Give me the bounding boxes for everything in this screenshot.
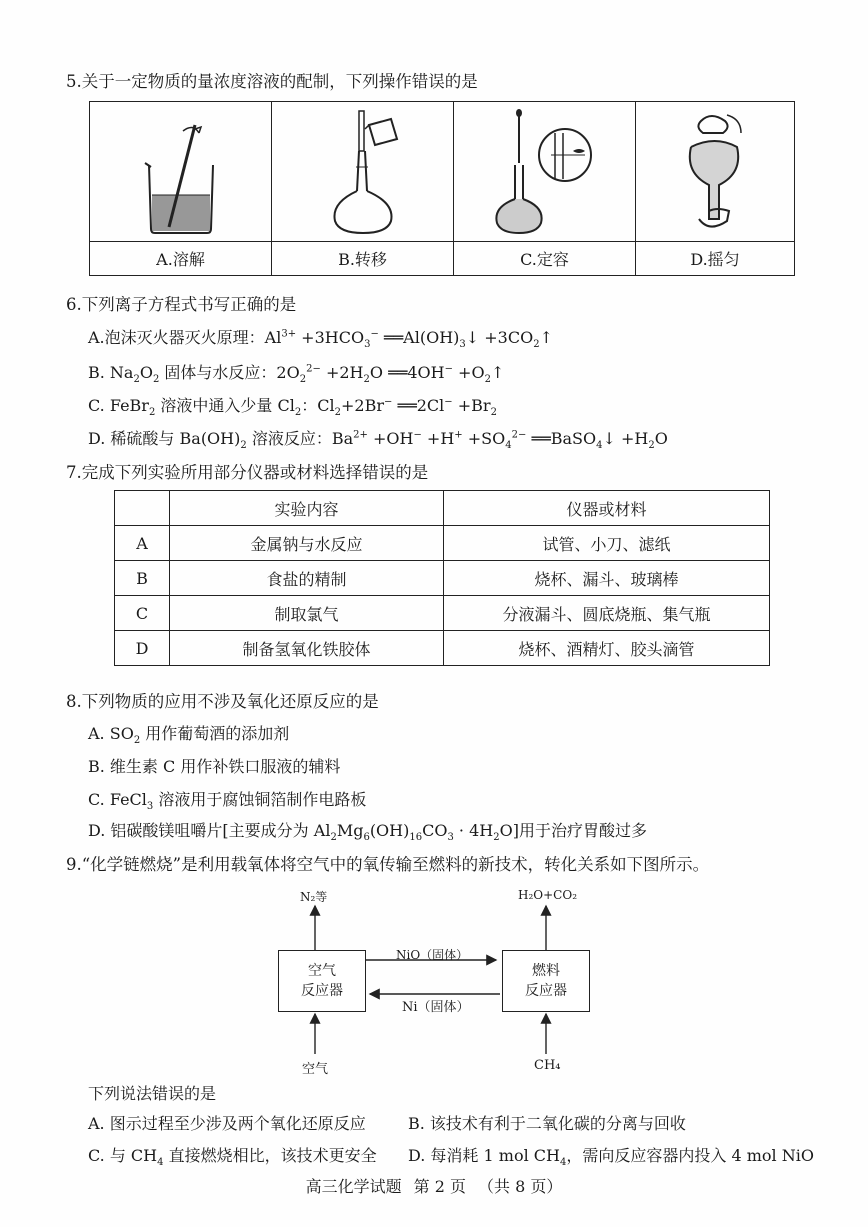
table-header-cell: 实验内容	[170, 491, 444, 526]
air-reactor-label-1: 空气	[308, 963, 336, 979]
q6-option-d: D. 稀硫酸与 $Ba(OH)_2$ 溶液反应：$Ba^{2+} +OH^- +H^+ +SO_4^{2-}$ ══BaSO$_4$↓ $+H_2O$	[88, 429, 668, 452]
q5-option-c-image	[454, 102, 636, 242]
q6-option-a: A.泡沫灭火器灭火原理：$Al^{3+} +3HCO_3^-$ $══Al(OH)_3↓$ $+3CO_2↑$	[88, 328, 553, 351]
fuel-reactor-label-1: 燃料	[532, 963, 560, 979]
q9-option-b: B. 该技术有利于二氧化碳的分离与回收	[408, 1114, 686, 1133]
fuel-reactor-label-2: 反应器	[525, 983, 567, 999]
chemical-looping-diagram	[270, 884, 610, 1080]
footer-page: 第 2 页	[413, 1177, 466, 1196]
q5-option-b-image	[272, 102, 454, 242]
q6-stem: 6.下列离子方程式书写正确的是	[66, 295, 297, 314]
q9-option-a: A. 图示过程至少涉及两个氧化还原反应	[88, 1114, 366, 1133]
q5-stem: 5.关于一定物质的量浓度溶液的配制，下列操作错误的是	[66, 72, 478, 91]
air-inlet-label: 空气	[302, 1062, 329, 1077]
q8-option-b: B. 维生素 C 用作补铁口服液的辅料	[88, 757, 341, 776]
air-reactor-label-2: 反应器	[301, 983, 343, 999]
flask-fill-to-mark-icon	[485, 107, 605, 237]
air-reactor-box	[278, 950, 366, 1012]
table-header-row	[115, 491, 770, 526]
table-header-cell: 仪器或材料	[444, 491, 770, 526]
table-cell: A	[115, 526, 170, 561]
q8-option-a: A. $SO_2$ 用作葡萄酒的添加剂	[88, 724, 290, 747]
table-cell: 制取氯气	[170, 596, 444, 631]
fuel-outlet-label: H₂O+CO₂	[518, 888, 577, 902]
beaker-stirring-icon	[121, 107, 241, 237]
nio-label: NiO（固体）	[396, 948, 469, 962]
table-cell: 金属钠与水反应	[170, 526, 444, 561]
table-cell: 分液漏斗、圆底烧瓶、集气瓶	[444, 596, 770, 631]
footer-total: （共 8 页）	[478, 1177, 563, 1196]
table-header-cell	[115, 491, 170, 526]
page-footer	[0, 1174, 868, 1197]
q9-option-d: D. 每消耗 1 mol $CH_4$，需向反应容器内投入 4 mol NiO	[408, 1146, 814, 1169]
q7-table	[114, 490, 770, 666]
q9-stem: 9.“化学链燃烧”是利用载氧体将空气中的氧传输至燃料的新技术，转化关系如下图所示。	[66, 855, 710, 874]
q8-option-c: C. FeCl$_3$ 溶液用于腐蚀铜箔制作电路板	[88, 790, 367, 813]
ni-label: Ni（固体）	[402, 1000, 470, 1015]
fuel-reactor-box	[502, 950, 590, 1012]
table-cell: C	[115, 596, 170, 631]
q5-option-b-label: B.转移	[272, 242, 454, 275]
q9-option-c: C. 与 $CH_4$ 直接燃烧相比，该技术更安全	[88, 1146, 377, 1169]
table-row	[115, 596, 770, 631]
q7-stem: 7.完成下列实验所用部分仪器或材料选择错误的是	[66, 463, 429, 482]
flask-shaking-icon	[655, 107, 775, 237]
air-outlet-label: N₂等	[300, 890, 328, 904]
table-row	[115, 631, 770, 666]
table-row	[115, 526, 770, 561]
q8-stem: 8.下列物质的应用不涉及氧化还原反应的是	[66, 692, 379, 711]
q5-option-a-label: A.溶解	[90, 242, 272, 275]
q6-option-b: B. $Na_2O_2$ 固体与水反应：$2O_2^{2-} +2H_2O$ ══4OH− $+O_2↑$	[88, 363, 505, 386]
q6-option-c: C. FeBr$_2$ 溶液中通入少量 $Cl_2$：$Cl_2+2Br^-$ ══2Cl− $+Br_2$	[88, 396, 497, 419]
table-cell: D	[115, 631, 170, 666]
volumetric-flask-transfer-icon	[303, 107, 423, 237]
q5-apparatus-table	[89, 101, 795, 276]
q5-option-a-image	[90, 102, 272, 242]
table-cell: 烧杯、漏斗、玻璃棒	[444, 561, 770, 596]
q9-lead: 下列说法错误的是	[88, 1084, 217, 1103]
table-cell: 试管、小刀、滤纸	[444, 526, 770, 561]
q5-option-d-image	[636, 102, 794, 242]
table-row	[115, 561, 770, 596]
table-cell: 烧杯、酒精灯、胶头滴管	[444, 631, 770, 666]
footer-subject: 高三化学试题	[305, 1177, 402, 1196]
table-cell: 制备氢氧化铁胶体	[170, 631, 444, 666]
ch4-inlet-label: CH₄	[534, 1058, 561, 1073]
q5-option-c-label: C.定容	[454, 242, 636, 275]
table-cell: 食盐的精制	[170, 561, 444, 596]
table-cell: B	[115, 561, 170, 596]
q5-option-d-label: D.摇匀	[690, 250, 740, 269]
q8-option-d: D. 铝碳酸镁咀嚼片[主要成分为 $Al_2Mg_6(OH)_{16}CO_3 \cdot 4H_2O$]用于治疗胃酸过多	[88, 821, 647, 844]
